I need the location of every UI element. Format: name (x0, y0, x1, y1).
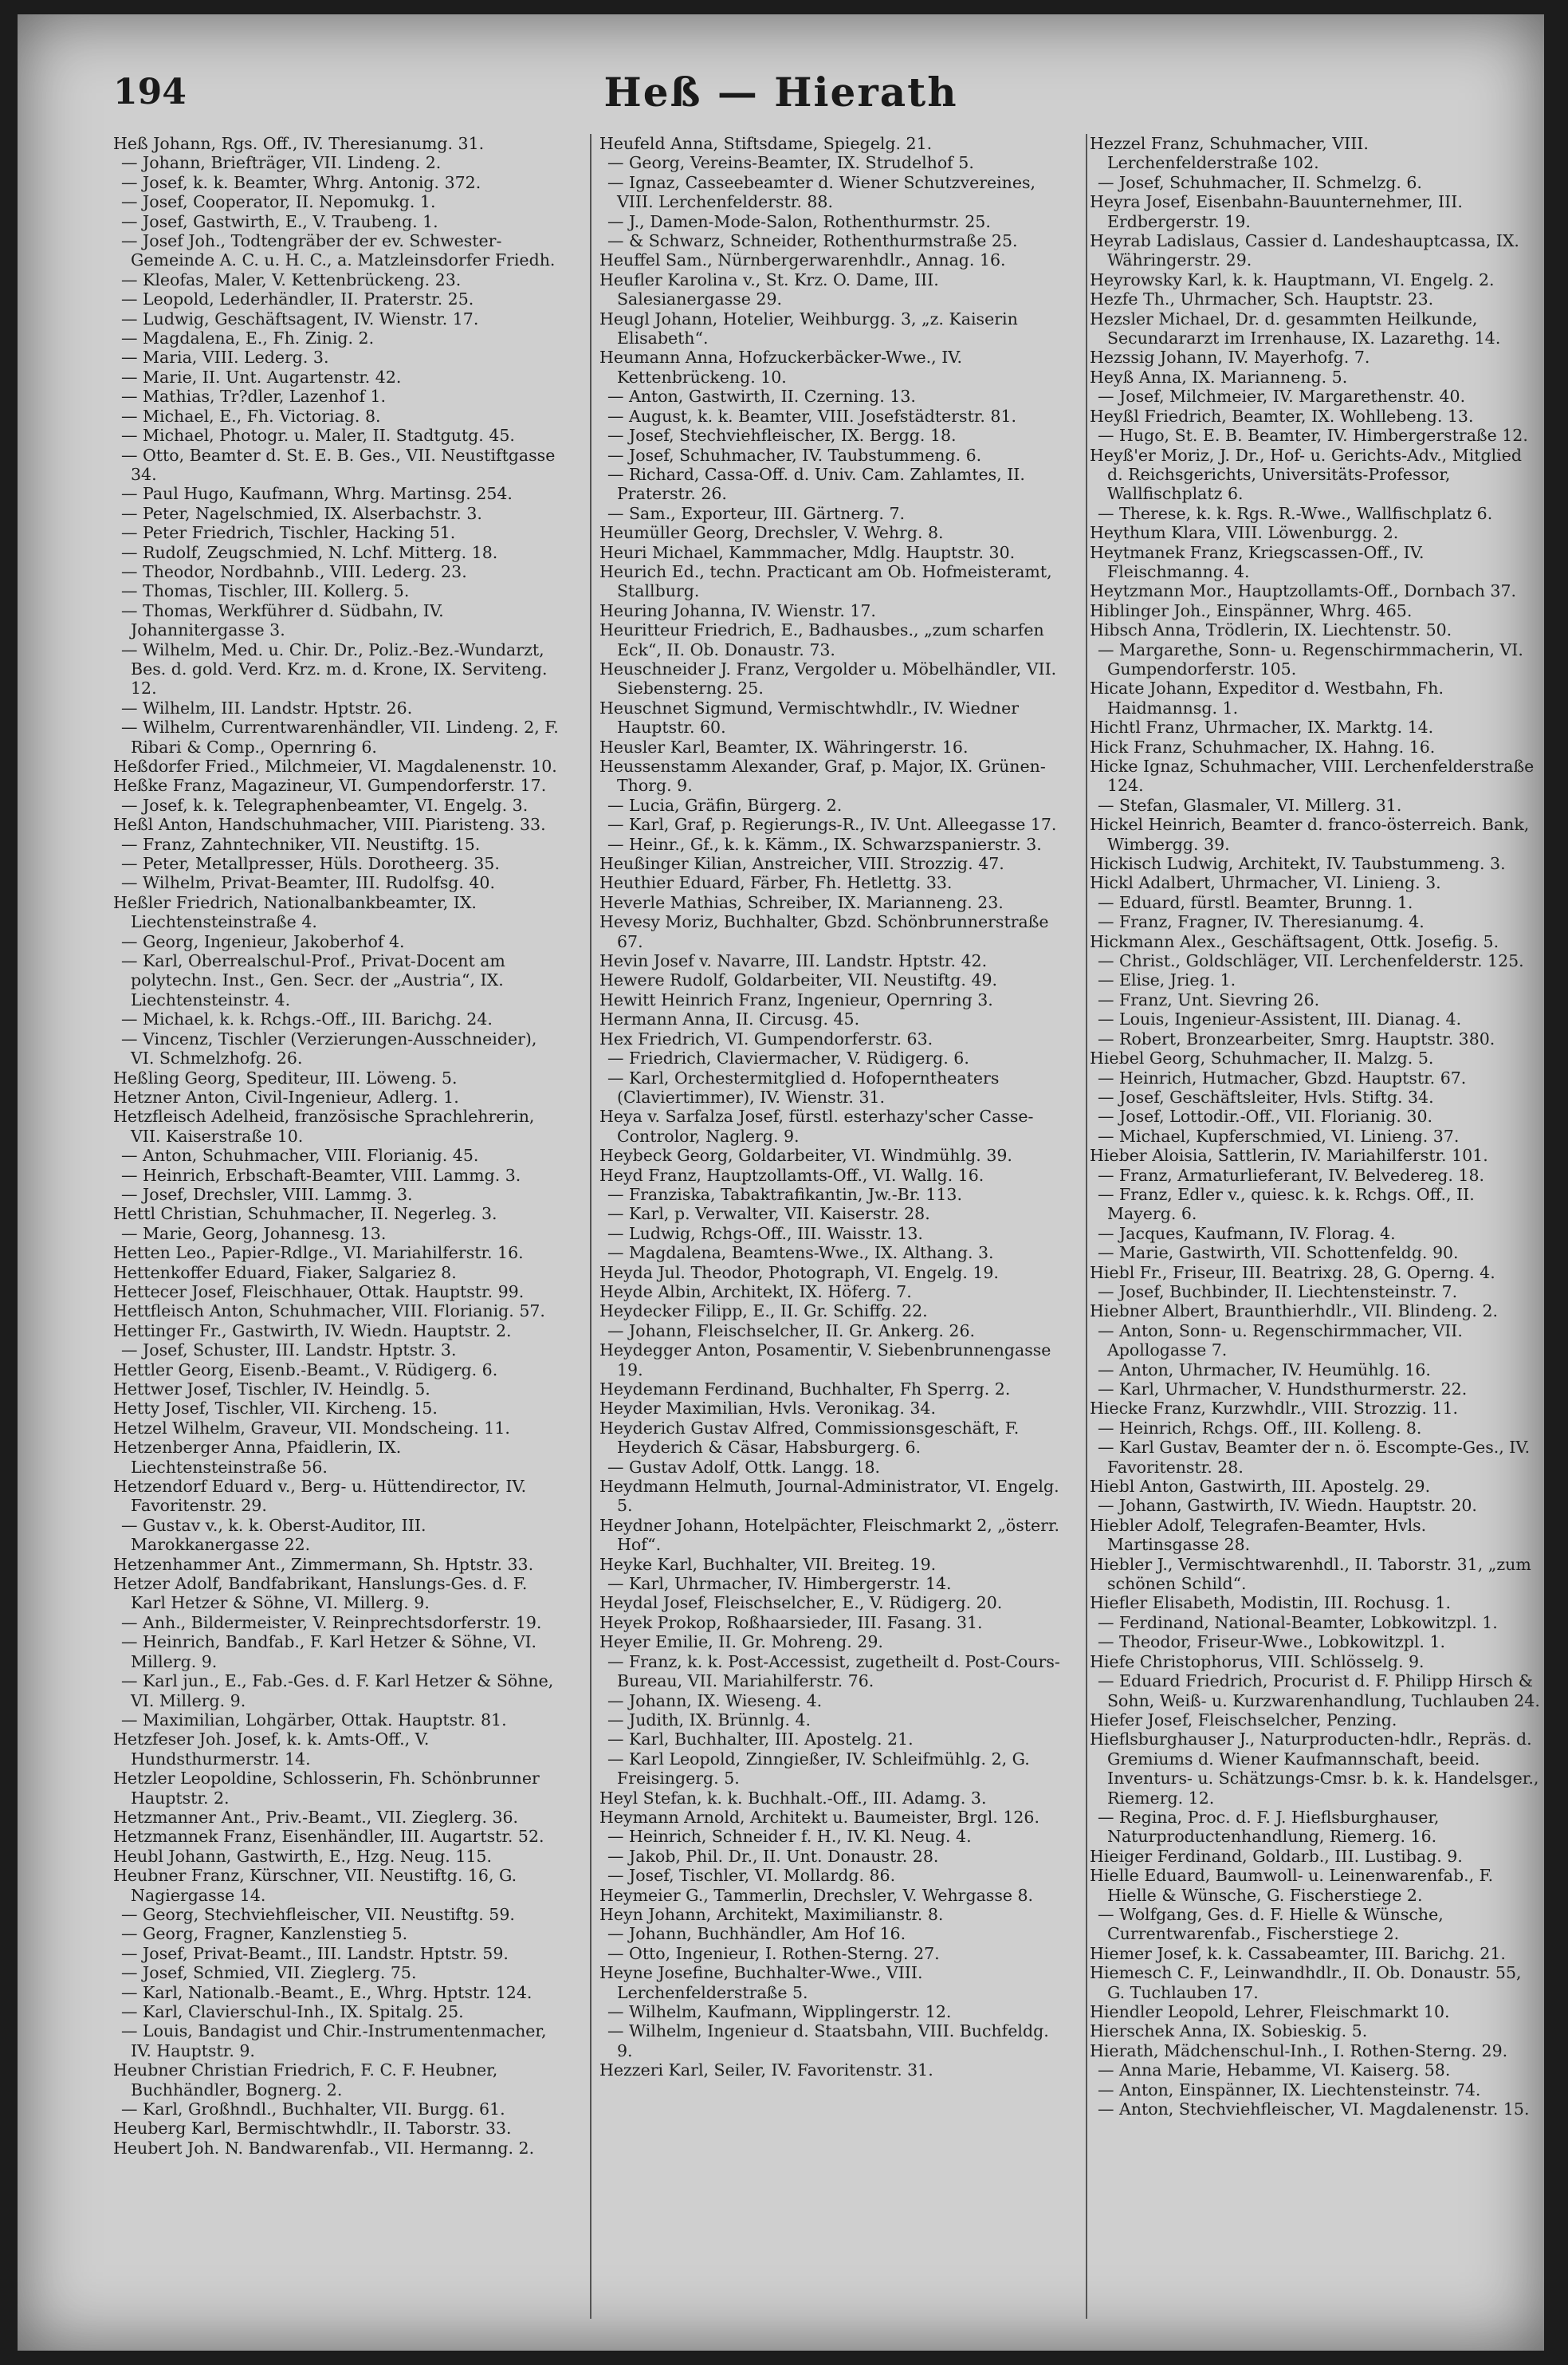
directory-entry: — & Schwarz, Schneider, Rothenthurmstraße 25. (607, 231, 1018, 251)
directory-entry: — Anton, Gastwirth, II. Czerning. 13. (607, 387, 916, 407)
page-number: 194 (113, 72, 187, 112)
directory-entry: — Otto, Beamter d. St. E. B. Ges., VII. Neustiftgasse 34. (121, 445, 556, 484)
directory-entry: Heussenstamm Alexander, Graf, p. Major, IX. Grünen-Thorg. 9. (599, 757, 1046, 796)
directory-entry: — Robert, Bronzearbeiter, Smrg. Hauptstr. 380. (1098, 1029, 1495, 1049)
directory-entry: — Anton, Uhrmacher, IV. Heumühlg. 16. (1098, 1360, 1431, 1379)
directory-entry: Heyd Franz, Hauptzollamts-Off., VI. Wallg. 16. (599, 1165, 984, 1185)
directory-entry: Heyke Karl, Buchhalter, VII. Breiteg. 19. (599, 1554, 937, 1574)
directory-entry: Heyne Josefine, Buchhalter-Wwe., VIII. Lerchenfelderstraße 5. (599, 1963, 923, 2002)
directory-entry: Heuthier Eduard, Färber, Fh. Hetlettg. 33. (599, 873, 953, 893)
directory-entry: — Gustav v., k. k. Oberst-Auditor, III. Marokkanergasse 22. (121, 1515, 426, 1555)
directory-entry: — Josef, Schmied, VII. Zieglerg. 75. (121, 1963, 417, 1983)
directory-entry: — Georg, Fragner, Kanzlenstieg 5. (121, 1924, 408, 1944)
directory-entry: Heyderich Gustav Alfred, Commissionsgeschäft, F. Heyderich & Cäsar, Habsburgerg. 6. (599, 1418, 1020, 1458)
directory-entry: Hettfleisch Anton, Schuhmacher, VIII. Florianig. 57. (113, 1301, 545, 1321)
directory-entry: Hettwer Josef, Tischler, IV. Heindlg. 5. (113, 1379, 430, 1399)
directory-entry: — Anton, Sonn- u. Regenschirmmacher, VII. Apollogasse 7. (1098, 1320, 1463, 1360)
directory-entry: — Karl Leopold, Zinngießer, IV. Schleifmühlg. 2, G. Freisingerg. 5. (607, 1749, 1030, 1789)
directory-entry: — Karl, Buchhalter, III. Apostelg. 21. (607, 1729, 914, 1749)
directory-entry: Heumann Anna, Hofzuckerbäcker-Wwe., IV. Kettenbrückeng. 10. (599, 348, 963, 387)
directory-entry: — Karl, Graf, p. Regierungs-R., IV. Unt. Alleegasse 17. (607, 815, 1057, 835)
directory-entry: — Theodor, Friseur-Wwe., Lobkowitzpl. 1. (1098, 1632, 1446, 1652)
directory-entry: Hetzmanner Ant., Priv.-Beamt., VII. Zieglerg. 36. (113, 1807, 519, 1827)
directory-entry: Hettenkoffer Eduard, Fiaker, Salgariez 8. (113, 1262, 457, 1282)
directory-entry: Heuri Michael, Kammmacher, Mdlg. Hauptstr. 30. (599, 542, 1016, 562)
directory-entry: Heubner Christian Friedrich, F. C. F. Heubner, Buchhändler, Bognerg. 2. (113, 2060, 498, 2099)
directory-entry: — Margarethe, Sonn- u. Regenschirmmacherin, VI. Gumpendorferstr. 105. (1098, 639, 1523, 679)
directory-columns (113, 134, 1540, 2335)
directory-entry: — Karl, Orchestermitglied d. Hofoperntheaters (Claviertimmer), IV. Wienstr. 31. (607, 1068, 1000, 1107)
directory-entry: Hetzner Anton, Civil-Ingenieur, Adlerg. 1. (113, 1087, 459, 1107)
directory-entry: Heubner Franz, Kürschner, VII. Neustiftg. 16, G. Nagiergasse 14. (113, 1866, 517, 1905)
directory-entry: — Franziska, Tabaktrafikantin, Jw.-Br. 113. (607, 1184, 962, 1204)
directory-entry: Heuffel Sam., Nürnbergerwarenhdlr., Annag. 16. (599, 250, 1006, 270)
directory-entry: — Jacques, Kaufmann, IV. Florag. 4. (1098, 1223, 1396, 1243)
directory-entry: Hicke Ignaz, Schuhmacher, VIII. Lerchenfelderstraße 124. (1090, 757, 1535, 796)
directory-entry: — Magdalena, Beamtens-Wwe., IX. Althang. 3. (607, 1243, 994, 1263)
directory-entry: — Wilhelm, Currentwarenhändler, VII. Lindeng. 2, F. Ribari & Comp., Opernring 6. (121, 718, 559, 757)
directory-entry: Heydal Josef, Fleischselcher, E., V. Rüdigerg. 20. (599, 1593, 1003, 1613)
directory-entry: Heyde Albin, Architekt, IX. Höferg. 7. (599, 1281, 912, 1301)
directory-entry: — Judith, IX. Brünnlg. 4. (607, 1710, 812, 1729)
directory-entry: — Ludwig, Rchgs-Off., III. Waisstr. 13. (607, 1223, 923, 1243)
directory-entry: — Franz, Fragner, IV. Theresianumg. 4. (1098, 912, 1425, 932)
directory-entry: Hieflsburghauser J., Naturproducten-hdlr., Repräs. d. Gremiums d. Wiener Kaufmannschaft, beeid. Inventurs- u. Schätzungs-Cmsr. b. k. k. Handelsger., Riemerg. 12. (1090, 1729, 1539, 1808)
directory-column-3 (1090, 134, 1540, 2335)
directory-entry: Heytzmann Mor., Hauptzollamts-Off., Dornbach 37. (1090, 581, 1517, 601)
directory-entry: Heßdorfer Fried., Milchmeier, VI. Magdalenenstr. 10. (113, 757, 557, 776)
directory-entry: — Johann, Gastwirth, IV. Wiedn. Hauptstr. 20. (1098, 1496, 1477, 1516)
directory-entry: Heya v. Sarfalza Josef, fürstl. esterhazy'scher Casse-Controlor, Naglerg. 9. (599, 1107, 1034, 1146)
directory-entry: — Karl, Clavierschul-Inh., IX. Spitalg. 25. (121, 2002, 464, 2021)
directory-entry: — Josef, Drechsler, VIII. Lammg. 3. (121, 1184, 413, 1204)
directory-entry: — J., Damen-Mode-Salon, Rothenthurmstr. 25. (607, 211, 991, 231)
directory-entry: Hickisch Ludwig, Architekt, IV. Taubstummeng. 3. (1090, 854, 1506, 874)
directory-entry: — Louis, Bandagist und Chir.-Instrumentenmacher, IV. Hauptstr. 9. (121, 2021, 547, 2060)
directory-entry: Heusler Karl, Beamter, IX. Währingerstr. 16. (599, 737, 969, 757)
directory-entry: — Lucia, Gräfin, Bürgerg. 2. (607, 795, 843, 815)
directory-entry: — Thomas, Werkführer d. Südbahn, IV. Johannitergasse 3. (121, 600, 444, 640)
directory-entry: Hetzfleisch Adelheid, französische Sprachlehrerin, VII. Kaiserstraße 10. (113, 1107, 535, 1146)
directory-entry: — Peter, Nagelschmied, IX. Alserbachstr. 3. (121, 503, 482, 523)
directory-entry: — Vincenz, Tischler (Verzierungen-Ausschneider), VI. Schmelzhofg. 26. (121, 1029, 537, 1068)
directory-entry: — Therese, k. k. Rgs. R.-Wwe., Wallfischplatz 6. (1098, 503, 1493, 523)
directory-entry: Hettler Georg, Eisenb.-Beamt., V. Rüdigerg. 6. (113, 1360, 498, 1379)
directory-entry: Hiebler J., Vermischtwarenhdl., II. Taborstr. 31, „zum schönen Schild“. (1090, 1554, 1531, 1594)
directory-entry: Heuberg Karl, Bermischtwhdlr., II. Taborstr. 33. (113, 2119, 512, 2139)
directory-entry: Hezzeri Karl, Seiler, IV. Favoritenstr. 31. (599, 2060, 933, 2080)
directory-entry: — Karl, Nationalb.-Beamt., E., Whrg. Hptstr. 124. (121, 1982, 532, 2002)
directory-entry: — Johann, IX. Wieseng. 4. (607, 1690, 823, 1710)
directory-entry: Hetzfeser Joh. Josef, k. k. Amts-Off., V. Hundsthurmerstr. 14. (113, 1729, 430, 1769)
directory-entry: Hiemesch C. F., Leinwandhdlr., II. Ob. Donaustr. 55, G. Tuchlauben 17. (1090, 1963, 1522, 2002)
directory-entry: Hetzenberger Anna, Pfaidlerin, IX. Liechtensteinstraße 56. (113, 1438, 402, 1477)
directory-entry: Hiefe Christophorus, VIII. Schlösselg. 9. (1090, 1651, 1425, 1671)
directory-entry: — Josef, Gastwirth, E., V. Traubeng. 1. (121, 211, 438, 231)
directory-entry: Hiecke Franz, Kurzwhdlr., VIII. Strozzig. 11. (1090, 1399, 1459, 1419)
directory-entry: — Sam., Exporteur, III. Gärtnerg. 7. (607, 503, 906, 523)
directory-entry: — Josef, Schuhmacher, II. Schmelzg. 6. (1098, 172, 1422, 192)
directory-entry: Heydegger Anton, Posamentir, V. Siebenbrunnengasse 19. (599, 1340, 1051, 1379)
directory-entry: Heydecker Filipp, E., II. Gr. Schiffg. 22. (599, 1301, 928, 1321)
directory-entry: Heymeier G., Tammerlin, Drechsler, V. Wehrgasse 8. (599, 1885, 1034, 1905)
directory-entry: Hermann Anna, II. Circusg. 45. (599, 1009, 860, 1029)
directory-entry: — Otto, Ingenieur, I. Rothen-Sterng. 27. (607, 1943, 940, 1963)
directory-entry: — Michael, E., Fh. Victoriag. 8. (121, 406, 381, 426)
directory-entry: — Friedrich, Claviermacher, V. Rüdigerg. 6. (607, 1049, 969, 1068)
directory-entry: Hieber Aloisia, Sattlerin, IV. Mariahilferstr. 101. (1090, 1146, 1488, 1166)
directory-entry: Hetzel Wilhelm, Graveur, VII. Mondscheing. 11. (113, 1418, 510, 1438)
directory-entry: Hielle Eduard, Baumwoll- u. Leinenwarenfab., F. Hielle & Wünsche, G. Fischerstiege 2. (1090, 1866, 1494, 1905)
directory-entry: — Anh., Bildermeister, V. Reinprechtsdorferstr. 19. (121, 1612, 542, 1632)
directory-entry: — Josef, k. k. Telegraphenbeamter, VI. Engelg. 3. (121, 795, 529, 815)
directory-entry: Heyßl Friedrich, Beamter, IX. Wohllebeng. 13. (1090, 406, 1474, 426)
directory-entry: — Jakob, Phil. Dr., II. Unt. Donaustr. 28. (607, 1846, 939, 1866)
directory-entry: — Hugo, St. E. B. Beamter, IV. Himbergerstraße 12. (1098, 426, 1528, 446)
directory-entry: — Ferdinand, National-Beamter, Lobkowitzpl. 1. (1098, 1612, 1498, 1632)
directory-entry: Hiebner Albert, Braunthierhdlr., VII. Blindeng. 2. (1090, 1301, 1499, 1321)
directory-entry: Hettecer Josef, Fleischhauer, Ottak. Hauptstr. 99. (113, 1281, 525, 1301)
directory-entry: — Marie, Gastwirth, VII. Schottenfeldg. 90. (1098, 1243, 1459, 1263)
directory-entry: — Peter, Metallpresser, Hüls. Dorotheerg. 35. (121, 854, 500, 874)
directory-entry: — Josef, Cooperator, II. Nepomukg. 1. (121, 192, 436, 212)
directory-entry: Hiebl Anton, Gastwirth, III. Apostelg. 29. (1090, 1477, 1431, 1497)
running-head: Heß — Hierath (603, 69, 958, 116)
directory-entry: — Eduard, fürstl. Beamter, Brunng. 1. (1098, 892, 1413, 912)
directory-entry: — Marie, II. Unt. Augartenstr. 42. (121, 367, 402, 387)
directory-entry: Hickl Adalbert, Uhrmacher, VI. Linieng. 3. (1090, 873, 1441, 893)
directory-entry: Heydner Johann, Hotelpächter, Fleischmarkt 2, „österr. Hof“. (599, 1515, 1060, 1555)
directory-entry: Heurich Ed., techn. Practicant am Ob. Hofmeisteramt, Stallburg. (599, 561, 1052, 601)
directory-entry: Heß Johann, Rgs. Off., IV. Theresianumg. 31. (113, 134, 485, 153)
directory-entry: Heverle Mathias, Schreiber, IX. Marianneng. 23. (599, 892, 1004, 912)
page-header (18, 14, 1544, 116)
directory-entry: — Anton, Stechviehfleischer, VI. Magdalenenstr. 15. (1098, 2099, 1530, 2119)
directory-entry: — Josef, Privat-Beamt., III. Landstr. Hptstr. 59. (121, 1943, 509, 1963)
directory-entry: — Karl, Oberrealschul-Prof., Privat-Docent am polytechn. Inst., Gen. Secr. der „Austria“, IX. Liechtensteinstr. 4. (121, 951, 505, 1009)
directory-entry: Hichtl Franz, Uhrmacher, IX. Marktg. 14. (1090, 718, 1434, 738)
directory-entry: Hewitt Heinrich Franz, Ingenieur, Opernring 3. (599, 990, 993, 1009)
directory-entry: Heuschneider J. Franz, Vergolder u. Möbelhändler, VII. Siebensterng. 25. (599, 659, 1057, 698)
directory-entry: — Maria, VIII. Lederg. 3. (121, 348, 329, 368)
directory-entry: — Karl Gustav, Beamter der n. ö. Escompte-Ges., IV. Favoritenstr. 28. (1098, 1438, 1531, 1477)
directory-entry: Heymann Arnold, Architekt u. Baumeister, Brgl. 126. (599, 1807, 1039, 1827)
directory-entry: Heyß'er Moriz, J. Dr., Hof- u. Gerichts-Adv., Mitglied d. Reichsgerichts, Universitäts-Professor, Wallfischplatz 6. (1090, 445, 1522, 504)
directory-entry: — Christ., Goldschläger, VII. Lerchenfelderstr. 125. (1098, 951, 1524, 971)
directory-entry: Hezzel Franz, Schuhmacher, VIII. Lerchenfelderstraße 102. (1090, 134, 1369, 173)
directory-entry: Heßl Anton, Handschuhmacher, VIII. Piaristeng. 33. (113, 815, 546, 835)
directory-entry: Heubert Joh. N. Bandwarenfab., VII. Hermanng. 2. (113, 2138, 535, 2158)
directory-entry: Heßke Franz, Magazineur, VI. Gumpendorferstr. 17. (113, 776, 547, 796)
directory-entry: — Karl jun., E., Fab.-Ges. d. F. Karl Hetzer & Söhne, VI. Millerg. 9. (121, 1671, 554, 1710)
directory-entry: — Marie, Georg, Johannesg. 13. (121, 1223, 387, 1243)
directory-entry: Heßling Georg, Spediteur, III. Löweng. 5. (113, 1068, 458, 1088)
directory-entry: — Josef, Tischler, VI. Mollardg. 86. (607, 1866, 896, 1886)
directory-entry: Hiefer Josef, Fleischselcher, Penzing. (1090, 1710, 1397, 1729)
directory-entry: Heyda Jul. Theodor, Photograph, VI. Engelg. 19. (599, 1262, 999, 1282)
directory-entry: — Richard, Cassa-Off. d. Univ. Cam. Zahlamtes, II. Praterstr. 26. (607, 464, 1025, 504)
directory-entry: Hicate Johann, Expeditor d. Westbahn, Fh. Haidmannsg. 1. (1090, 679, 1444, 718)
directory-entry: — Ignaz, Casseebeamter d. Wiener Schutzvereines, VIII. Lerchenfelderstr. 88. (607, 172, 1036, 212)
directory-entry: Heybeck Georg, Goldarbeiter, VI. Windmühlg. 39. (599, 1146, 1012, 1166)
directory-entry: — Wilhelm, Privat-Beamter, III. Rudolfsg. 40. (121, 873, 495, 893)
directory-entry: — Josef, Schuster, III. Landstr. Hptstr. 3. (121, 1340, 457, 1360)
directory-entry: — Heinrich, Erbschaft-Beamter, VIII. Lammg. 3. (121, 1165, 521, 1185)
directory-entry: — Regina, Proc. d. F. J. Hieflsburghauser, Naturproductenhandlung, Riemerg. 16. (1098, 1807, 1440, 1847)
directory-entry: Heydemann Ferdinand, Buchhalter, Fh Sperrg. 2. (599, 1379, 1011, 1399)
directory-entry: — Stefan, Glasmaler, VI. Millerg. 31. (1098, 795, 1402, 815)
directory-entry: Heufler Karolina v., St. Krz. O. Dame, III. Salesianergasse 29. (599, 270, 939, 309)
directory-entry: Hettl Christian, Schuhmacher, II. Negerleg. 3. (113, 1204, 497, 1224)
directory-entry: Heumüller Georg, Drechsler, V. Wehrg. 8. (599, 523, 944, 543)
directory-entry: Hiendler Leopold, Lehrer, Fleischmarkt 10. (1090, 2002, 1450, 2021)
directory-entry: Hickel Heinrich, Beamter d. franco-österreich. Bank, Wimbergg. 39. (1090, 815, 1530, 854)
directory-entry: Hierath, Mädchenschul-Inh., I. Rothen-Sterng. 29. (1090, 2040, 1508, 2060)
directory-entry: — Anton, Einspänner, IX. Liechtensteinstr. 74. (1098, 2080, 1481, 2099)
directory-entry: — Josef, Buchbinder, II. Liechtensteinstr. 7. (1098, 1281, 1458, 1301)
directory-entry: — Anton, Schuhmacher, VIII. Florianig. 45. (121, 1146, 479, 1166)
directory-entry: — Johann, Briefträger, VII. Lindeng. 2. (121, 153, 442, 173)
directory-entry: — Josef Joh., Todtengräber der ev. Schwester-Gemeinde A. C. u. H. C., a. Matzleinsdorfer Friedh. (121, 231, 556, 270)
directory-entry: — Franz, k. k. Post-Accessist, zugetheilt d. Post-Cours-Bureau, VII. Mariahilferstr. 76. (607, 1651, 1060, 1691)
directory-entry: — Anna Marie, Hebamme, VI. Kaiserg. 58. (1098, 2060, 1451, 2080)
directory-entry: Hezssig Johann, IV. Mayerhofg. 7. (1090, 348, 1370, 368)
directory-entry: — Josef, k. k. Beamter, Whrg. Antonig. 372. (121, 172, 481, 192)
directory-entry: Hibsch Anna, Trödlerin, IX. Liechtenstr. 50. (1090, 620, 1452, 640)
directory-entry: Heufeld Anna, Stiftsdame, Spiegelg. 21. (599, 134, 933, 153)
directory-entry: Heyer Emilie, II. Gr. Mohreng. 29. (599, 1632, 883, 1652)
directory-entry: — Heinrich, Schneider f. H., IV. Kl. Neug. 4. (607, 1827, 972, 1847)
directory-entry: Hetzler Leopoldine, Schlosserin, Fh. Schönbrunner Hauptstr. 2. (113, 1769, 540, 1808)
directory-entry: — Maximilian, Lohgärber, Ottak. Hauptstr. 81. (121, 1710, 507, 1729)
directory-entry: — Karl, Uhrmacher, IV. Himbergerstr. 14. (607, 1574, 952, 1594)
directory-entry: — Wilhelm, Med. u. Chir. Dr., Poliz.-Bez.-Wundarzt, Bes. d. gold. Verd. Krz. m. d. Krone, IX. Serviteng. 12. (121, 639, 548, 698)
directory-entry: Heußinger Kilian, Anstreicher, VIII. Strozzig. 47. (599, 854, 1004, 874)
directory-entry: Hevesy Moriz, Buchhalter, Gbzd. Schönbrunnerstraße 67. (599, 912, 1049, 951)
directory-entry: — Ludwig, Geschäftsagent, IV. Wienstr. 17. (121, 309, 479, 329)
directory-entry: — Wilhelm, Kaufmann, Wipplingerstr. 12. (607, 2002, 952, 2021)
directory-column-1 (113, 134, 560, 2335)
directory-entry: Heytmanek Franz, Kriegscassen-Off., IV. Fleischmanng. 4. (1090, 542, 1425, 581)
directory-entry: — Heinr., Gf., k. k. Kämm., IX. Schwarzspanierstr. 3. (607, 834, 1042, 854)
directory-entry: Heyn Johann, Architekt, Maximilianstr. 8. (599, 1904, 944, 1924)
directory-entry: — Eduard Friedrich, Procurist d. F. Philipp Hirsch & Sohn, Weiß- u. Kurzwarenhandlung, Tuchlauben 24. (1098, 1671, 1540, 1710)
directory-entry: — Elise, Jrieg. 1. (1098, 970, 1236, 990)
directory-entry: Hiebler Adolf, Telegrafen-Beamter, Hvls. Martinsgasse 28. (1090, 1515, 1427, 1555)
directory-entry: Heythum Klara, VIII. Löwenburgg. 2. (1090, 523, 1399, 543)
directory-entry: Hierschek Anna, IX. Sobieskig. 5. (1090, 2021, 1368, 2041)
directory-entry: Hex Friedrich, VI. Gumpendorferstr. 63. (599, 1029, 933, 1049)
directory-entry: — Theodor, Nordbahnb., VIII. Lederg. 23. (121, 561, 467, 581)
directory-entry: — Johann, Fleischselcher, II. Gr. Ankerg. 26. (607, 1320, 976, 1340)
directory-entry: — Peter Friedrich, Tischler, Hacking 51. (121, 523, 456, 543)
directory-entry: — Michael, Photogr. u. Maler, II. Stadtgutg. 45. (121, 426, 515, 446)
directory-entry: — Kleofas, Maler, V. Kettenbrückeng. 23. (121, 270, 462, 289)
directory-entry: — Rudolf, Zeugschmied, N. Lchf. Mitterg. 18. (121, 542, 498, 562)
directory-entry: Hezsler Michael, Dr. d. gesammten Heilkunde, Secundararzt im Irrenhause, IX. Lazarethg. 14. (1090, 309, 1501, 348)
directory-entry: — Karl, p. Verwalter, VII. Kaiserstr. 28. (607, 1204, 930, 1224)
directory-entry: Hetty Josef, Tischler, VII. Kircheng. 15. (113, 1399, 438, 1419)
directory-entry: Heyek Prokop, Roßhaarsieder, III. Fasang. 31. (599, 1612, 983, 1632)
directory-entry: — Michael, Kupferschmied, VI. Linieng. 37. (1098, 1126, 1460, 1146)
directory-entry: — Georg, Stechviehfleischer, VII. Neustiftg. 59. (121, 1904, 515, 1924)
directory-page (18, 14, 1544, 2351)
directory-entry: Hezfe Th., Uhrmacher, Sch. Hauptstr. 23. (1090, 289, 1434, 309)
directory-entry: — Michael, k. k. Rchgs.-Off., III. Barichg. 24. (121, 1009, 493, 1029)
directory-entry: Heyrab Ladislaus, Cassier d. Landeshauptcassa, IX. Währingerstr. 29. (1090, 231, 1519, 270)
directory-entry: — Thomas, Tischler, III. Kollerg. 5. (121, 581, 410, 601)
directory-entry: Heyder Maximilian, Hvls. Veronikag. 34. (599, 1399, 936, 1419)
directory-entry: Heuring Johanna, IV. Wienstr. 17. (599, 600, 876, 620)
directory-entry: — Heinrich, Hutmacher, Gbzd. Hauptstr. 67. (1098, 1068, 1467, 1088)
directory-entry: — Heinrich, Bandfab., F. Karl Hetzer & Söhne, VI. Millerg. 9. (121, 1632, 537, 1671)
directory-entry: Hettinger Fr., Gastwirth, IV. Wiedn. Hauptstr. 2. (113, 1320, 512, 1340)
directory-entry: Heßler Friedrich, Nationalbankbeamter, IX. Liechtensteinstraße 4. (113, 892, 477, 932)
directory-entry: Hetzendorf Eduard v., Berg- u. Hüttendirector, IV. Favoritenstr. 29. (113, 1477, 527, 1516)
directory-entry: Heydmann Helmuth, Journal-Administrator, VI. Engelg. 5. (599, 1477, 1059, 1516)
directory-entry: Heubl Johann, Gastwirth, E., Hzg. Neug. 115. (113, 1846, 492, 1866)
directory-entry: Hetzenhammer Ant., Zimmermann, Sh. Hptstr. 33. (113, 1554, 534, 1574)
directory-entry: Heyrowsky Karl, k. k. Hauptmann, VI. Engelg. 2. (1090, 270, 1495, 289)
directory-entry: Heuschnet Sigmund, Vermischtwhdlr., IV. Wiedner Hauptstr. 60. (599, 698, 1020, 738)
directory-entry: — Karl, Uhrmacher, V. Hundsthurmerstr. 22. (1098, 1379, 1468, 1399)
directory-entry: Hetzmannek Franz, Eisenhändler, III. Augartstr. 52. (113, 1827, 544, 1847)
directory-entry: Hewere Rudolf, Goldarbeiter, VII. Neustiftg. 49. (599, 970, 998, 990)
directory-entry: Heyl Stefan, k. k. Buchhalt.-Off., III. Adamg. 3. (599, 1788, 987, 1808)
directory-entry: Heyß Anna, IX. Marianneng. 5. (1090, 367, 1348, 387)
directory-entry: Hiemer Josef, k. k. Cassabeamter, III. Barichg. 21. (1090, 1943, 1506, 1963)
directory-entry: — Georg, Vereins-Beamter, IX. Strudelhof 5. (607, 153, 974, 173)
directory-entry: Hickmann Alex., Geschäftsagent, Ottk. Josefig. 5. (1090, 931, 1499, 951)
directory-entry: — Josef, Schuhmacher, IV. Taubstummeng. 6. (607, 445, 982, 465)
directory-entry: — Josef, Stechviehfleischer, IX. Bergg. 18. (607, 426, 957, 446)
directory-entry: — Franz, Unt. Sievring 26. (1098, 990, 1320, 1009)
directory-entry: — Paul Hugo, Kaufmann, Whrg. Martinsg. 254. (121, 484, 513, 504)
directory-entry: — Georg, Ingenieur, Jakoberhof 4. (121, 931, 405, 951)
directory-entry: Heyra Josef, Eisenbahn-Bauunternehmer, III. Erdbergerstr. 19. (1090, 192, 1463, 231)
directory-entry: — Franz, Edler v., quiesc. k. k. Rchgs. Off., II. Mayerg. 6. (1098, 1184, 1475, 1224)
directory-entry: — Franz, Zahntechniker, VII. Neustiftg. 15. (121, 834, 481, 854)
directory-entry: Hiefler Elisabeth, Modistin, III. Rochusg. 1. (1090, 1593, 1452, 1613)
directory-entry: — Johann, Buchhändler, Am Hof 16. (607, 1924, 906, 1944)
directory-entry: — Gustav Adolf, Ottk. Langg. 18. (607, 1457, 881, 1477)
directory-entry: Hick Franz, Schuhmacher, IX. Hahng. 16. (1090, 737, 1436, 757)
directory-entry: Heuritteur Friedrich, E., Badhausbes., „zum scharfen Eck“, II. Ob. Donaustr. 73. (599, 620, 1044, 659)
directory-entry: Hetten Leo., Papier-Rdlge., VI. Mariahilferstr. 16. (113, 1243, 524, 1263)
directory-entry: — Josef, Lottodir.-Off., VII. Florianig. 30. (1098, 1107, 1432, 1127)
directory-entry: — Wolfgang, Ges. d. F. Hielle & Wünsche, Currentwarenfab., Fischerstiege 2. (1098, 1904, 1444, 1944)
directory-entry: — Leopold, Lederhändler, II. Praterstr. 25. (121, 289, 474, 309)
directory-entry: — Josef, Milchmeier, IV. Margarethenstr. 40. (1098, 387, 1466, 407)
directory-entry: Hetzer Adolf, Bandfabrikant, Hanslungs-Ges. d. F. Karl Hetzer & Söhne, VI. Millerg. 9. (113, 1574, 528, 1613)
directory-entry: Hieiger Ferdinand, Goldarb., III. Lustibag. 9. (1090, 1846, 1463, 1866)
directory-entry: — Franz, Armaturlieferant, IV. Belvedereg. 18. (1098, 1165, 1485, 1185)
directory-entry: — Karl, Großhndl., Buchhalter, VII. Burgg. 61. (121, 2099, 505, 2119)
directory-entry: — August, k. k. Beamter, VIII. Josefstädterstr. 81. (607, 406, 1017, 426)
directory-entry: — Mathias, Tr?dler, Lazenhof 1. (121, 387, 387, 407)
directory-entry: Hiebel Georg, Schuhmacher, II. Malzg. 5. (1090, 1049, 1434, 1068)
directory-entry: Hiebl Fr., Friseur, III. Beatrixg. 28, G. Operng. 4. (1090, 1262, 1495, 1282)
directory-entry: — Magdalena, E., Fh. Zinig. 2. (121, 329, 375, 348)
directory-entry: — Josef, Geschäftsleiter, Hvls. Stiftg. 34. (1098, 1087, 1434, 1107)
directory-entry: — Wilhelm, III. Landstr. Hptstr. 26. (121, 698, 413, 718)
directory-entry: Hiblinger Joh., Einspänner, Whrg. 465. (1090, 600, 1413, 620)
directory-entry: — Louis, Ingenieur-Assistent, III. Dianag. 4. (1098, 1009, 1462, 1029)
directory-entry: — Heinrich, Rchgs. Off., III. Kolleng. 8. (1098, 1418, 1422, 1438)
directory-entry: Heugl Johann, Hotelier, Weihburgg. 3, „z. Kaiserin Elisabeth“. (599, 309, 1018, 348)
directory-column-2 (599, 134, 1062, 2335)
directory-entry: Hevin Josef v. Navarre, III. Landstr. Hptstr. 42. (599, 951, 988, 971)
directory-entry: — Wilhelm, Ingenieur d. Staatsbahn, VIII. Buchfeldg. 9. (607, 2021, 1049, 2060)
